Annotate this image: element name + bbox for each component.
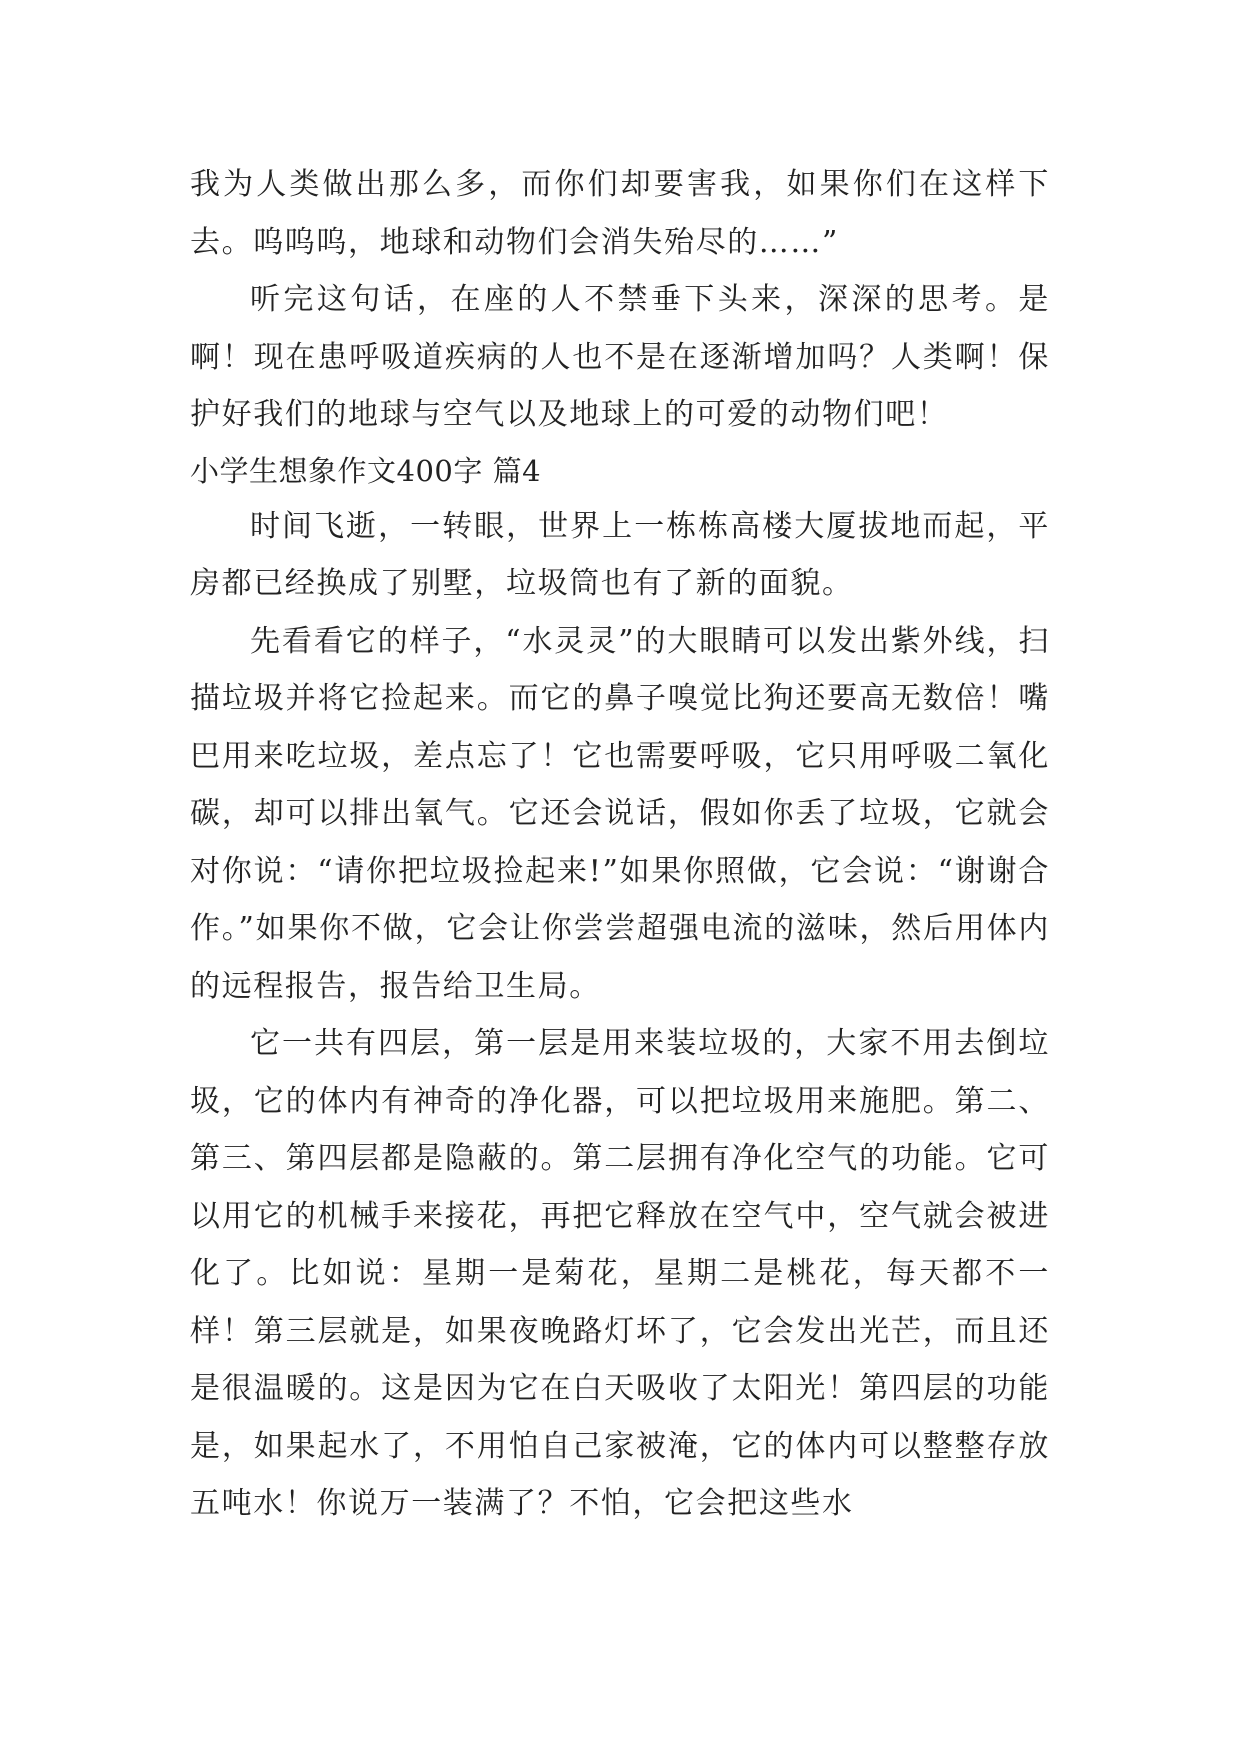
- paragraph-5: 它一共有四层，第一层是用来装垃圾的，大家不用去倒垃圾，它的体内有神奇的净化器，可以把垃圾用来施肥。第二、第三、第四层都是隐蔽的。第二层拥有净化空气的功能。它可以用它的机械手来接花，再把它释放在空气中，空气就会被进化了。比如说：星期一是菊花，星期二是桃花，每天都不一样！第三层就是，如果夜晚路灯坏了，它会发出光芒，而且还是很温暖的。这是因为它在白天吸收了太阳光！第四层的功能是，如果起水了，不用怕自己家被淹，它的体内可以整整存放五吨水！你说万一装满了？不怕，它会把这些水: [190, 1026, 1050, 1521]
- document-body: [190, 156, 1050, 1533]
- paragraph-2: 听完这句话，在座的人不禁垂下头来，深深的思考。是啊！现在患呼吸道疾病的人也不是在逐渐增加吗？人类啊！保护好我们的地球与空气以及地球上的可爱的动物们吧！: [190, 282, 1050, 432]
- section-heading: 小学生想象作文400字 篇4: [190, 453, 542, 488]
- paragraph-1: 我为人类做出那么多，而你们却要害我，如果你们在这样下去。呜呜呜，地球和动物们会消失殆尽的……”: [190, 167, 1050, 260]
- paragraph-4: 先看看它的样子，“水灵灵”的大眼睛可以发出紫外线，扫描垃圾并将它捡起来。而它的鼻子嗅觉比狗还要高无数倍！嘴巴用来吃垃圾，差点忘了！它也需要呼吸，它只用呼吸二氧化碳，却可以排出氧气。它还会说话，假如你丢了垃圾，它就会对你说：“请你把垃圾捡起来!”如果你照做，它会说：“谢谢合作。”如果你不做，它会让你尝尝超强电流的滋味，然后用体内的远程报告，报告给卫生局。: [190, 623, 1050, 1004]
- paragraph-3: 时间飞逝，一转眼，世界上一栋栋高楼大厦拔地而起，平房都已经换成了别墅，垃圾筒也有了新的面貌。: [190, 508, 1050, 601]
